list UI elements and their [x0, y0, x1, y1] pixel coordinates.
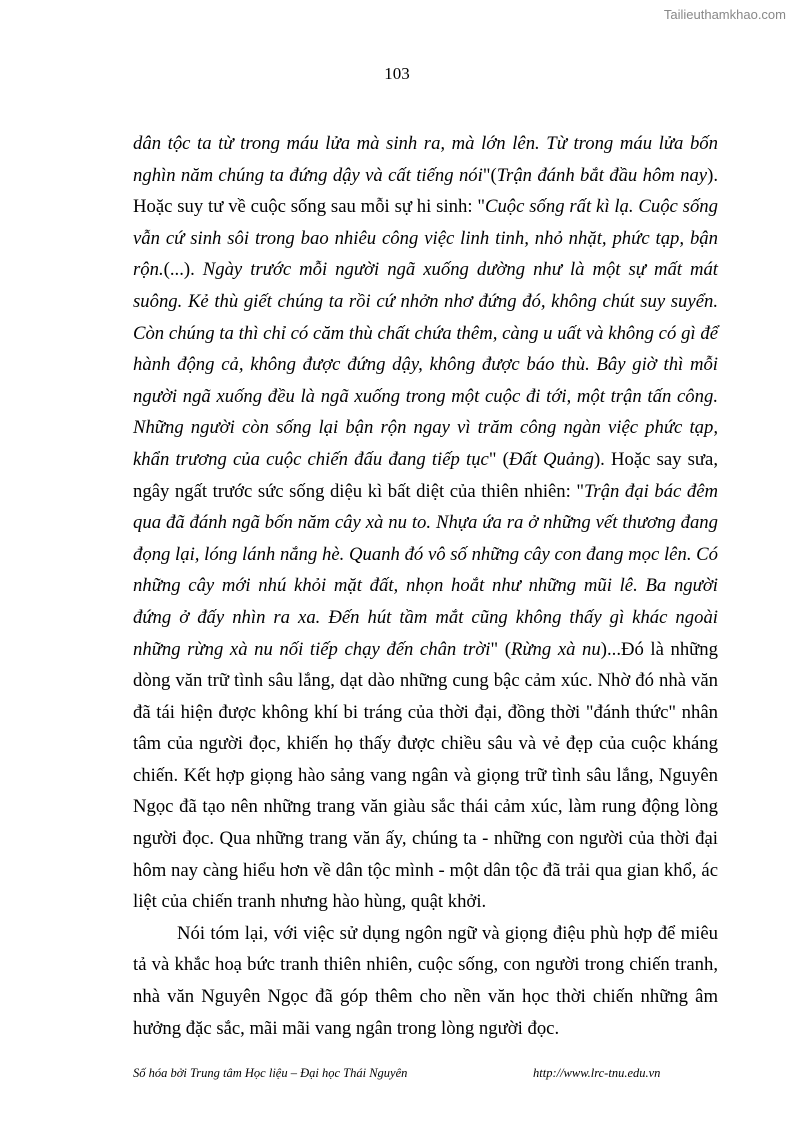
text-run: (...). [163, 259, 203, 281]
text-run: Nói tóm lại, với việc sử dụng ngôn ngữ và giọng điệu phù hợp để miêu tả và khắc hoạ bức tranh thiên nhiên, cuộc sống, con người trong chiến tranh, nhà văn Nguyên Ngọc đã góp thêm cho nền văn học thời chiến những âm hưởng đặc sắc, mãi mãi vang ngân trong lòng người đọc. [133, 922, 718, 1039]
quoted-text-run: Rừng xà nu [510, 638, 601, 660]
quoted-text-run: Đất Quảng [508, 448, 594, 470]
footer-source: Số hóa bởi Trung tâm Học liệu – Đại học Thái Nguyên [133, 1066, 408, 1080]
text-run: " ( [490, 638, 511, 660]
text-run: )...Đó là những dòng văn trữ tình sâu lắng, dạt dào những cung bậc cảm xúc. Nhờ đó nhà văn đã tái hiện được không khí bi tráng của thời đại, đồng thời "đánh thức" nhân tâm của người đọc, khiến họ thấy được chiều sâu và vẻ đẹp của cuộc kháng chiến. Kết hợp giọng hào sảng vang ngân và giọng trữ tình sâu lắng, Nguyên Ngọc đã tạo nên những trang văn giàu sắc thái cảm xúc, làm rung động lòng người đọc. Qua những trang văn ấy, chúng ta - những con người của thời đại hôm nay càng hiểu hơn về dân tộc mình - một dân tộc đã trải qua gian khổ, ác liệt của chiến tranh nhưng hào hùng, quật khởi. [133, 638, 718, 913]
page-number: 103 [384, 64, 410, 83]
quoted-text-run: Trận đại bác đêm qua đã đánh ngã bốn năm cây xà nu to. Nhựa ứa ra ở những vết thương đang đọng lại, lóng lánh nắng hè. Quanh đó vô số những cây con đang mọc lên. Có những cây mới nhú khỏi mặt đất, nhọn hoắt như những mũi lê. Ba người đứng ở đấy nhìn ra xa. Đến hút tầm mắt cũng không thấy gì khác ngoài những rừng xà nu nối tiếp chạy đến chân trời [133, 480, 718, 660]
text-run: ). Hoặc say sưa, ngây ngất trước sức sống diệu kì bất diệt của thiên nhiên: " [133, 448, 718, 502]
quoted-text-run: Cuộc sống rất kì lạ. Cuộc sống vẫn cứ sinh sôi trong bao nhiêu công việc linh tinh, nhỏ nhặt, phức tạp, bận rộn. [133, 196, 718, 281]
paragraph [133, 918, 718, 1044]
quoted-text-run: dân tộc ta từ trong máu lửa mà sinh ra, mà lớn lên. Từ trong máu lửa bốn nghìn năm chúng ta đứng dậy và cất tiếng nói [133, 133, 718, 186]
quoted-text-run: Trận đánh bắt đầu hôm nay [496, 164, 708, 186]
text-run: " ( [488, 448, 509, 470]
paragraph [133, 128, 718, 918]
body-text [133, 128, 718, 1044]
footer [133, 1066, 673, 1081]
quoted-text-run: Ngày trước mỗi người ngã xuống dường như là một sự mất mát suông. Kẻ thù giết chúng ta rồi cứ nhởn nhơ đứng đó, không chút suy suyển. Còn chúng ta thì chỉ có căm thù chất chứa thêm, càng u uất và không có gì để hành động cả, không được đứng dậy, không được báo thù. Bây giờ thì mỗi người ngã xuống đều là ngã xuống trong một cuộc đi tới, một trận tấn công. Những người còn sống lại bận rộn ngay vì trăm công ngàn việc phức tạp, khẩn trương của cuộc chiến đấu đang tiếp tục [133, 259, 718, 470]
footer-url[interactable]: http://www.lrc-tnu.edu.vn [533, 1066, 661, 1080]
watermark: Tailieuthamkhao.com [663, 7, 786, 22]
text-run: ). Hoặc suy tư về cuộc sống sau mỗi sự hi sinh: " [133, 164, 719, 218]
text-run: "( [482, 164, 497, 186]
